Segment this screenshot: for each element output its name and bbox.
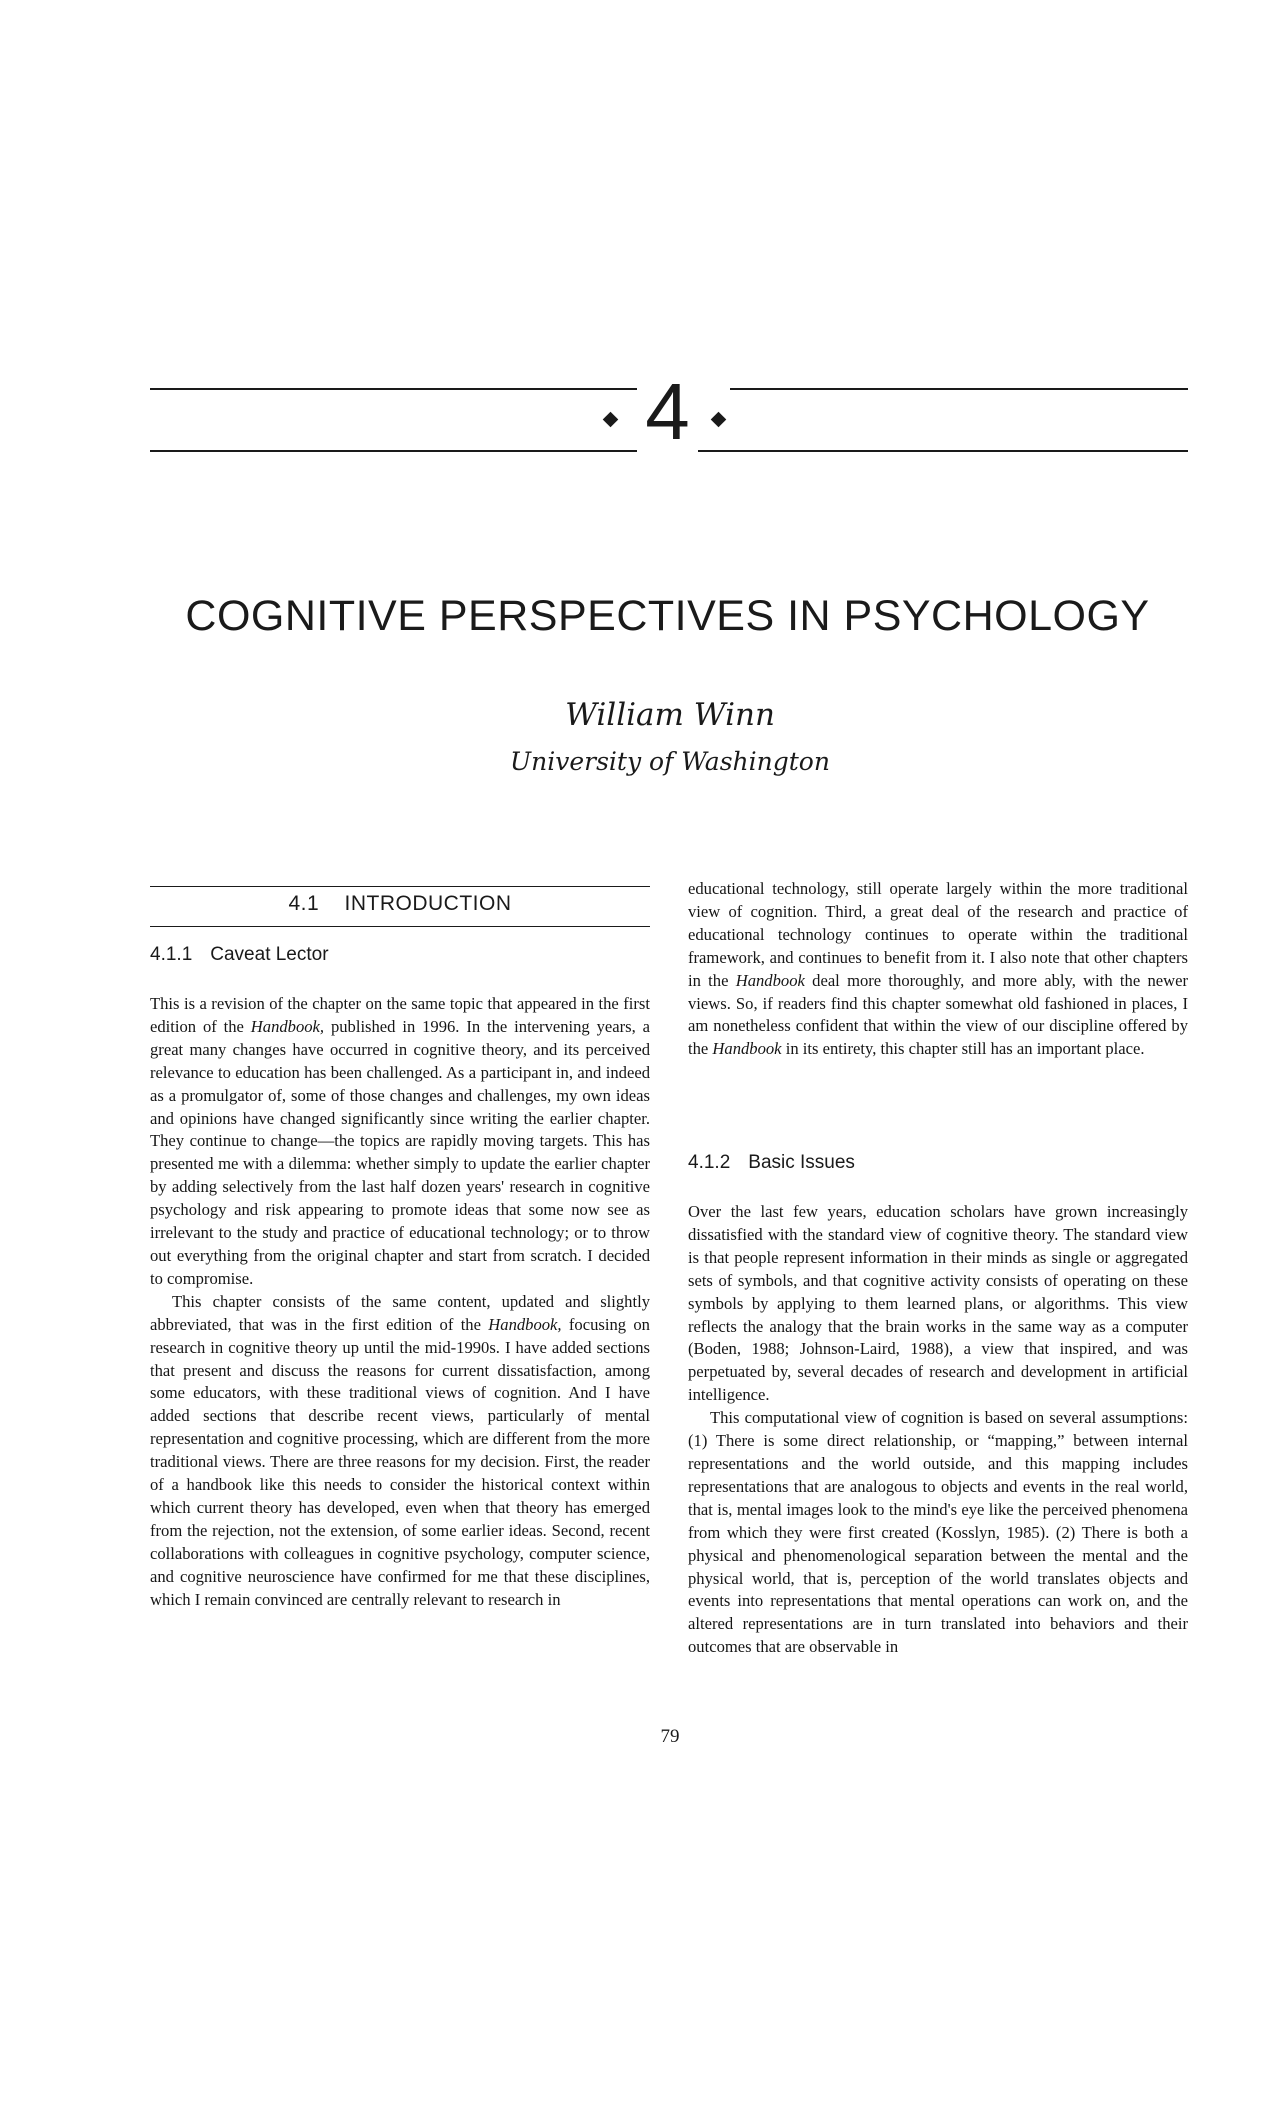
section-title: INTRODUCTION bbox=[344, 892, 512, 915]
section-number: 4.1 bbox=[288, 892, 320, 915]
chapter-title: COGNITIVE PERSPECTIVES IN PSYCHOLOGY bbox=[185, 592, 1150, 640]
left-paragraph-2: This chapter consists of the same content, updated and slightly abbreviated, that was in the first edition of the Handbook, focusing on research in cognitive theory up until the mid-1990s. I have added sections that present and discuss the reasons for current dissatisfaction, among some educators, with these traditional views of cognition. And I have added sections that describe recent views, particularly of mental representation and cognitive processing, which are different from the more traditional views. There are three reasons for my decision. First, the reader of a handbook like this needs to consider the historical context within which current theory has developed, even when that theory has emerged from the rejection, not the extension, of some earlier ideas. Second, recent collaborations with colleagues in cognitive psychology, computer science, and cognitive neuroscience have confirmed for me that these disciplines, which I remain convinced are centrally relevant to research in bbox=[150, 1291, 650, 1609]
handbook-italic: Handbook, bbox=[488, 1314, 562, 1334]
author-affiliation: University of Washington bbox=[510, 747, 830, 776]
section-rule-top bbox=[150, 886, 650, 887]
subsection-number: 4.1.1 bbox=[150, 944, 193, 965]
section-heading bbox=[150, 892, 650, 916]
handbook-italic: Handbook, bbox=[250, 1016, 325, 1036]
subsection-title: Basic Issues bbox=[748, 1152, 855, 1173]
subsection-number: 4.1.2 bbox=[688, 1152, 731, 1173]
left-paragraph-1: This is a revision of the chapter on the same topic that appeared in the first edition of the Handbook, published in 1996. In the intervening years, a great many changes have occurred in cognitive theory, and its perceived relevance to education has been challenged. As a participant in, and indeed as a promulgator of, some of those changes and challenges, my own ideas and opinions have changed significantly since writing the earlier chapter. They continue to change—the topics are rapidly moving targets. This has presented me with a dilemma: whether simply to update the earlier chapter by adding selectively from the last half dozen years' research in cognitive psychology and risk appearing to promote ideas that some now see as irrelevant to the study and practice of educational technology; or to throw out everything from the original chapter and start from scratch. I decided to compromise. bbox=[150, 994, 650, 1288]
chapter-number bbox=[0, 367, 1280, 456]
subsection-heading-caveat-lector bbox=[150, 944, 329, 966]
handbook-italic: Handbook bbox=[712, 1039, 782, 1059]
author-name: William Winn bbox=[565, 697, 775, 733]
right-paragraph-2: Over the last few years, education scholars have grown increasingly dissatisfied with the standard view of cognitive theory. The standard view is that people represent information in their minds as single or aggregated sets of symbols, and that cognitive activity consists of operating on these symbols by applying to them learned plans, or algorithms. This view reflects the analogy that the brain works in the same way as a computer (Boden, 1988; Johnson-Laird, 1988), a view that inspired, and was perpetuated by, several decades of research and development in artificial intelligence. bbox=[688, 1202, 1188, 1405]
subsection-heading-basic-issues bbox=[688, 1152, 855, 1174]
chapter-number-text: 4 bbox=[637, 372, 698, 452]
left-column bbox=[150, 993, 650, 1611]
right-column-bottom bbox=[688, 1201, 1188, 1659]
page-number: 79 bbox=[660, 1726, 680, 1747]
handbook-italic: Handbook bbox=[735, 970, 805, 990]
section-rule-bottom bbox=[150, 926, 650, 927]
right-paragraph-3: This computational view of cognition is based on several assumptions: (1) There is some direct relationship, or “mapping,” between internal representations and the world outside, and this mapping includes representations that are analogous to objects and events in the real world, that is, mental images look to the mind's eye like the perceived phenomena from which they were first created (Kosslyn, 1985). (2) There is both a physical and phenomenological separation between the mental and the physical world, that is, perception of the world translates objects and events into representations that mental operations can work on, and the altered representations are in turn translated into behaviors and their outcomes that are observable in bbox=[688, 1408, 1188, 1657]
subsection-title: Caveat Lector bbox=[210, 944, 329, 965]
right-paragraph-1: educational technology, still operate largely within the more traditional view of cognition. Third, a great deal of the research and practice of educational technology continues to operate within the traditional framework, and continues to benefit from it. I also note that other chapters in the Handbook deal more thoroughly, and more ably, with the newer views. So, if readers find this chapter somewhat old fashioned in places, I am nonetheless confident that within the view of our discipline offered by the Handbook in its entirety, this chapter still has an important place. bbox=[688, 879, 1188, 1059]
right-column-top bbox=[688, 878, 1188, 1061]
